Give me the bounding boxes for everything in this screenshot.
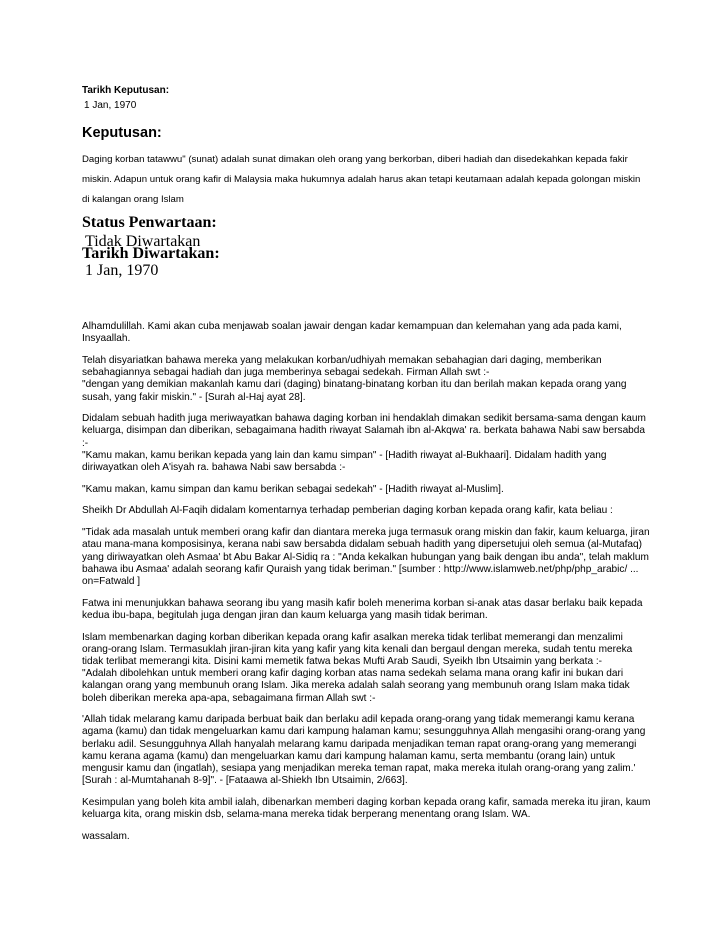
paragraph: "Kamu makan, kamu simpan dan kamu berikan sebagai sedekah" - [Hadith riwayat al-Muslim].: [82, 483, 504, 495]
paragraph: Fatwa ini menunjukkan bahawa seorang ibu yang masih kafir boleh menerima korban si-anak atas dasar berlaku baik kepada kedua ibu-bapa, begitulah juga dengan jiran dan kaum keluarga yang masih tidak beriman.: [82, 597, 643, 621]
decision-date-label: Tarikh Keputusan:: [82, 85, 170, 96]
paragraph: 'Allah tidak melarang kamu daripada berbuat baik dan berlaku adil kepada orang-orang yang tidak memerangi kamu kerana agama (kamu) dan tidak mengeluarkan kamu dari kampung halaman kamu; sesungguhnya Allah mengasihi orang-orang yang berlaku adil. Sesungguhnya Allah hanyalah melarang kamu daripada menjadikan teman rapat orang-orang yang memerangi kamu kerana agama (kamu) dan mengeluarkan kamu dari kampung halaman kamu, serta membantu (orang lain) untuk mengusir kamu dan (ingatlah), sesiapa yang menjadikan mereka teman rapat, maka mereka itulah orang-orang yang zalim.' [Surah : al-Mumtahanah 8-9]". - [Fataawa al-Shiekh Ibn Utsaimin, 2/663].: [82, 714, 646, 787]
gazette-date-value: 1 Jan, 1970: [85, 262, 159, 279]
paragraph: Alhamdulillah. Kami akan cuba menjawab soalan jawair dengan kadar kemampuan dan kelemahan yang ada pada kami, Insyaallah.: [82, 321, 622, 345]
paragraph: Sheikh Dr Abdullah Al-Faqih didalam komentarnya terhadap pemberian daging korban kepada orang kafir, kata beliau :: [82, 505, 613, 517]
gazette-date-label: Tarikh Diwartakan:: [82, 245, 220, 262]
paragraph: Kesimpulan yang boleh kita ambil ialah, dibenarkan memberi daging korban kepada orang kafir, samada mereka itu jiran, kaum keluarga kita, orang miskin dsb, selama-mana mereka tidak berperang menentang orang Islam. WA.: [82, 797, 651, 821]
paragraph: Islam membenarkan daging korban diberikan kepada orang kafir asalkan mereka tidak terlibat memerangi dan menzalimi orang-orang Islam. Termasuklah jiran-jiran kita yang kafir yang kita kenali dan bergaul dengan mereka, sudah tentu mereka tidak terlibat memerangi kita. Disini kami memetik fatwa bekas Mufti Arab Saudi, Syeikh Ibn Utsaimin yang berkata :- "Adalah dibolehkan untuk memberi orang kafir daging korban atas nama sedekah selama mana orang kafir ini bukan dari kalangan orang yang membunuh orang Islam. Jika mereka adalah salah seorang yang membunuh orang Islam maka tidak boleh diberikan mereka apa-apa, sebagaimana firman Allah swt :-: [82, 631, 633, 704]
status-value: Tidak Diwartakan: [85, 233, 201, 250]
paragraph: Didalam sebuah hadith juga meriwayatkan bahawa daging korban ini hendaklah dimakan sedikit bersama-sama dengan kaum keluarga, disimpan dan diberikan, sebagaimana hadith riwayat Salamah ibn al-Akqwa' ra. berkata bahawa Nabi saw bersabda :- "Kamu makan, kamu berikan kepada yang lain dan kamu simpan" - [Hadith riwayat al-Bukhaari]. Didalam hadith yang diriwayatkan oleh A'isyah ra. bahawa Nabi saw bersabda :-: [82, 413, 646, 474]
article-body: [82, 321, 652, 853]
decision-text: Daging korban tatawwu" (sunat) adalah sunat dimakan oleh orang yang berkorban, diberi hadiah dan disedekahkan kepada fakir miskin. Adapun untuk orang kafir di Malaysia maka hukumnya adalah harus akan tetapi keutamaan adalah kepada golongan miskin di kalangan orang Islam: [82, 154, 641, 205]
decision-heading: Keputusan:: [82, 125, 162, 141]
paragraph: wassalam.: [82, 830, 130, 842]
paragraph: "Tidak ada masalah untuk memberi orang kafir dan diantara mereka juga termasuk orang miskin dan fakir, kaum keluarga, jiran atau mana-mana komposisinya, kerana nabi saw bersabda didalam sebuah hadith yang dipersetujui oleh semua (al-Mutafaq) yang diriwayatkan oleh Asmaa' bt Abu Bakar Al-Sidiq ra : "Anda kekalkan hubungan yang baik dengan ibu anda", telah maklum bahawa ibu Asmaa' adalah seorang kafir Quraish yang tidak beriman." [sumber : http://www.islamweb.net/php/php_arabic/ ... on=Fatwald ]: [82, 527, 650, 587]
status-label: Status Penwartaan:: [82, 214, 217, 231]
paragraph: Telah disyariatkan bahawa mereka yang melakukan korban/udhiyah memakan sebahagian dari daging, memberikan sebahagiannya sebagai hadiah dan juga memberinya sebagai sedekah. Firman Allah swt :- "dengan yang demikian makanlah kamu dari (daging) binatang-binatang korban itu dan berilah makan kepada orang yang susah, yang fakir miskin." - [Surah al-Haj ayat 28].: [82, 354, 627, 403]
decision-date-value: 1 Jan, 1970: [84, 100, 137, 111]
